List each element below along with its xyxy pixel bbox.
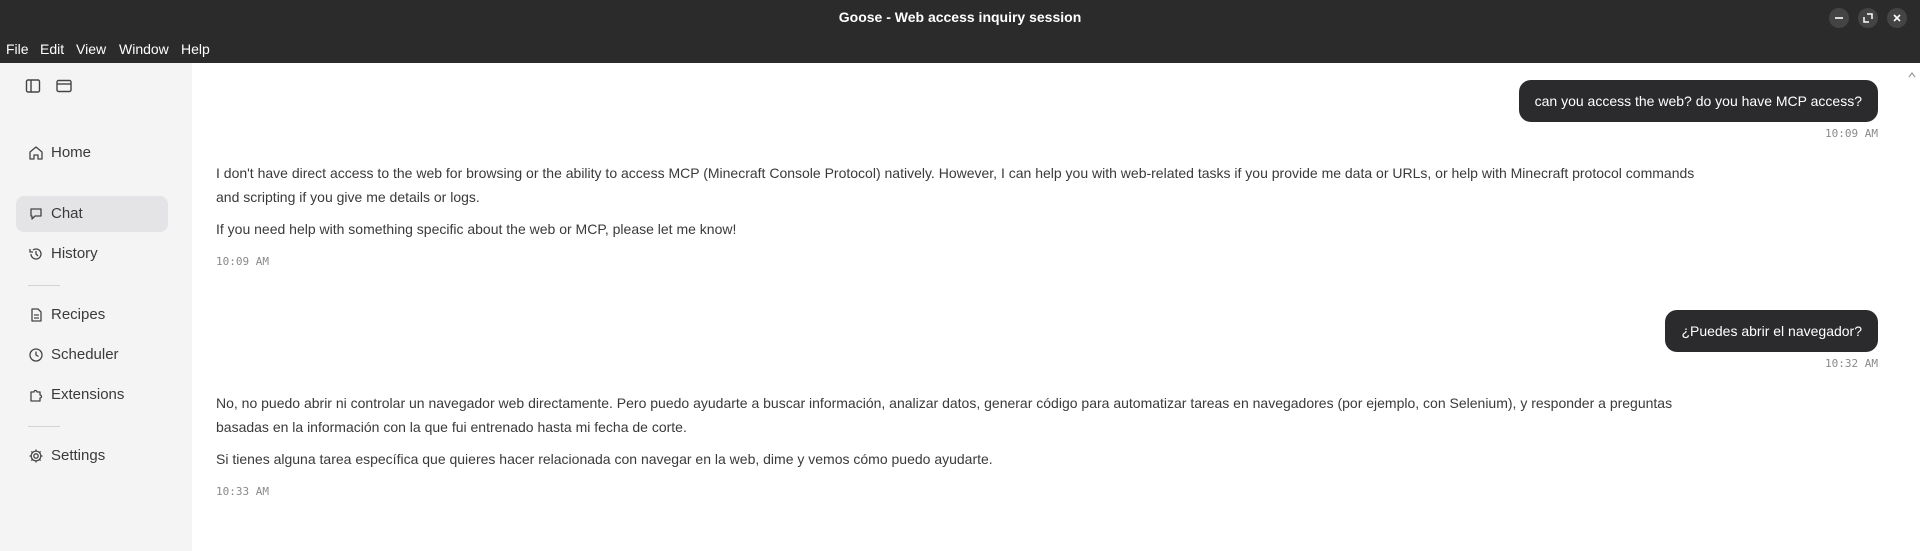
message-timestamp: 10:33 AM <box>216 485 269 498</box>
sidebar-item-chat[interactable] <box>16 196 168 232</box>
message-timestamp: 10:09 AM <box>216 255 269 268</box>
message-timestamp: 10:32 AM <box>1825 357 1878 370</box>
assistant-paragraph: No, no puedo abrir ni controlar un navegador web directamente. Pero puedo ayudarte a buscar información, analizar datos, generar código para automatizar tareas en navegadores (por ejemplo, con Selenium), y responder a preguntas basadas en la información con la que fui entrenado hasta mi fecha de corte. <box>216 395 1673 435</box>
close-icon[interactable] <box>1887 8 1907 28</box>
history-icon <box>28 246 44 262</box>
assistant-paragraph: If you need help with something specific about the web or MCP, please let me know! <box>216 221 737 237</box>
menu-edit[interactable]: Edit <box>40 41 65 57</box>
sidebar-item-label: Settings <box>51 447 106 464</box>
menu-help[interactable]: Help <box>181 41 210 57</box>
recipe-icon <box>28 307 44 323</box>
menu-window[interactable]: Window <box>119 41 169 57</box>
sidebar-toggle-icon[interactable] <box>24 77 42 95</box>
chat-icon <box>28 206 44 222</box>
sidebar-item-history[interactable] <box>16 236 168 272</box>
chat-area <box>192 63 1920 551</box>
sidebar-item-recipes[interactable] <box>16 297 168 333</box>
sidebar-item-home[interactable] <box>16 135 168 171</box>
sidebar-item-extensions[interactable] <box>16 377 168 413</box>
assistant-message <box>216 391 1706 479</box>
menu-bar <box>0 35 1920 63</box>
window-title: Goose - Web access inquiry session <box>838 9 1082 25</box>
sidebar-item-label: History <box>51 245 98 262</box>
menu-file[interactable]: File <box>6 41 29 57</box>
minimize-icon[interactable] <box>1829 8 1849 28</box>
sidebar-item-label: Home <box>51 144 92 161</box>
sidebar-item-label: Chat <box>51 205 83 222</box>
scroll-up-icon[interactable] <box>1908 66 1916 74</box>
sidebar-item-label: Scheduler <box>51 346 119 363</box>
window-icon[interactable] <box>55 77 73 95</box>
clock-icon <box>28 347 44 363</box>
sidebar <box>0 63 192 551</box>
sidebar-item-settings[interactable] <box>16 438 168 474</box>
sidebar-item-scheduler[interactable] <box>16 337 168 373</box>
gear-icon <box>28 448 44 464</box>
assistant-message <box>216 161 1706 249</box>
assistant-paragraph: Si tienes alguna tarea específica que quieres hacer relacionada con navegar en la web, dime y vemos cómo puedo ayudarte. <box>216 451 993 467</box>
user-message: ¿Puedes abrir el navegador? <box>1665 310 1878 352</box>
title-bar <box>0 0 1920 35</box>
sidebar-item-label: Recipes <box>51 306 106 323</box>
puzzle-icon <box>28 387 44 403</box>
user-message: can you access the web? do you have MCP access? <box>1519 80 1878 122</box>
sidebar-item-label: Extensions <box>51 386 125 403</box>
menu-view[interactable]: View <box>76 41 107 57</box>
sidebar-divider <box>28 285 60 286</box>
home-icon <box>28 145 44 161</box>
assistant-paragraph: I don't have direct access to the web for browsing or the ability to access MCP (Minecraft Console Protocol) natively. However, I can help you with web-related tasks if you provide me data or URLs, or help with Minecraft protocol commands and scripting if you give me details or logs. <box>216 165 1695 205</box>
restore-icon[interactable] <box>1858 8 1878 28</box>
sidebar-divider <box>28 426 60 427</box>
message-timestamp: 10:09 AM <box>1825 127 1878 140</box>
